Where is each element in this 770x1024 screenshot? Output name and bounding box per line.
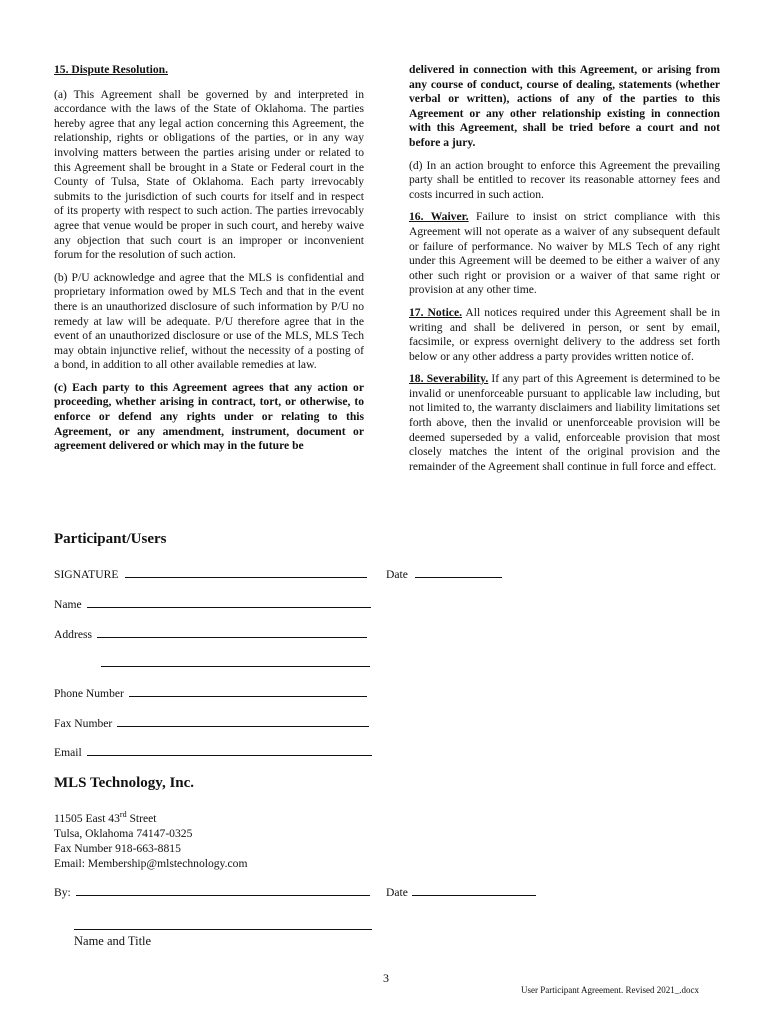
participant-date-field[interactable]: [386, 567, 502, 581]
section-17-heading: 17. Notice.: [409, 305, 462, 319]
company-title: MLS Technology, Inc.: [54, 775, 195, 791]
section-15c-text: (c) Each party to this Agreement agrees that any action or proceeding, whether arising in contract, tort, or otherwise, to enforce or defend any rights under or relating to this Agreement, or any amendment, instrument, document or agreement delivered or which may in the future be: [54, 380, 364, 453]
address-line-2-field[interactable]: [101, 656, 370, 670]
section-15a-text: (a) This Agreement shall be governed by and interpreted in accordance with the laws of the State of Oklahoma. The parties hereby agree that any legal action concerning this Agreement, the relationship, rights or obligations of the parties, or in any way involving matters between the parties arising under or related to this Agreement shall be brought in a State or Federal court in the County of Tulsa, State of Oklahoma. Each party irrevocably submits to the jurisdiction of such courts for itself and in respect of its property with respect to such action. The parties irrevocably agree that venue would be proper in such court, and hereby waive any objection that such court is an improper or inconvenient forum for the resolution of such action.: [54, 87, 364, 262]
email-field[interactable]: [54, 745, 372, 759]
signature-line[interactable]: [125, 567, 367, 578]
fax-line[interactable]: [117, 716, 369, 727]
section-15-heading: 15. Dispute Resolution.: [54, 63, 169, 76]
address-field[interactable]: [54, 627, 367, 641]
address-line-1[interactable]: [97, 627, 367, 638]
section-15b-text: (b) P/U acknowledge and agree that the MLS is confidential and proprietary information owed by MLS Tech and that in the event there is an unauthorized disclosure of such information by P/U no remedy at law will be adequate. P/U therefore agree that in the event of an unauthorized disclosure or use of the MLS, MLS Tech may obtain injunctive relief, without the necessity of a posting of a bond, in addition to all other available remedies at law.: [54, 270, 364, 372]
phone-label: Phone Number: [54, 687, 124, 700]
company-address: [54, 811, 247, 871]
email-label: Email: [54, 746, 82, 759]
participant-date-label: Date: [386, 568, 408, 581]
section-17-text: All notices required under this Agreement shall be in writing and shall be delivered in person, or sent by email, facsimile, or express overnight delivery to the address set forth below or any other address a party provides written notice of.: [409, 305, 720, 363]
address-label: Address: [54, 628, 92, 641]
section-15d-text: (d) In an action brought to enforce this Agreement the prevailing party shall be entitled to recover its reasonable attorney fees and costs incurred in such action.: [409, 158, 720, 201]
signature-field[interactable]: [54, 567, 367, 581]
page-number: 3: [383, 971, 389, 985]
company-street: 11505 East 43rd Street: [54, 810, 157, 825]
company-email: Email: Membership@mlstechnology.com: [54, 857, 248, 870]
company-fax: Fax Number 918-663-8815: [54, 842, 181, 855]
name-field[interactable]: [54, 597, 371, 611]
section-18: [409, 372, 720, 474]
name-label: Name: [54, 598, 82, 611]
right-column: [409, 63, 720, 482]
footer-text: User Participant Agreement. Revised 2021_.docx: [521, 985, 699, 995]
by-field[interactable]: [54, 885, 370, 899]
email-line[interactable]: [87, 745, 372, 756]
signature-label: SIGNATURE: [54, 568, 119, 581]
section-16-text: Failure to insist on strict compliance with this Agreement will not operate as a waiver of any subsequent default or failure of performance. No waiver by MLS Tech of any right under this Agreement will be deemed to be either a waiver of any other such right or provision or a waiver of that same right or provision at any other time.: [409, 210, 721, 297]
section-16: [409, 210, 720, 298]
name-line[interactable]: [87, 597, 371, 608]
phone-field[interactable]: [54, 686, 367, 700]
participant-title: Participant/Users: [54, 531, 167, 547]
section-15c-continued-text: delivered in connection with this Agreement, or arising from any course of conduct, course of dealing, statements (whether verbal or written), actions of any of the parties to this Agreement or any other relationship existing in connection with this Agreement, shall be tried before a court and not before a jury.: [409, 63, 720, 149]
name-title-line-field[interactable]: [74, 919, 372, 933]
by-label: By:: [54, 886, 71, 899]
by-line[interactable]: [76, 885, 370, 896]
left-column: [54, 63, 364, 462]
section-17: [409, 306, 720, 364]
fax-label: Fax Number: [54, 717, 113, 730]
name-title-line[interactable]: [74, 919, 372, 930]
company-date-line[interactable]: [412, 885, 536, 896]
phone-line[interactable]: [129, 686, 367, 697]
participant-date-line[interactable]: [415, 567, 502, 578]
name-title-label: Name and Title: [74, 934, 152, 948]
company-date-field[interactable]: [386, 885, 536, 899]
section-16-heading: 16. Waiver.: [409, 210, 469, 224]
section-18-text: If any part of this Agreement is determined to be invalid or unenforceable pursuant to applicable law including, but not limited to, the warranty disclaimers and liability limitations set forth above, then the invalid or unenforceable provision will be deemed superseded by a valid, enforceable provision that most closely matches the intent of the original provision and the remainder of the Agreement shall continue in full force and effect.: [409, 372, 720, 473]
address-line-2[interactable]: [101, 656, 370, 667]
company-city: Tulsa, Oklahoma 74147-0325: [54, 827, 193, 840]
section-18-heading: 18. Severability.: [409, 372, 489, 386]
fax-field[interactable]: [54, 716, 369, 730]
company-date-label: Date: [386, 886, 408, 899]
